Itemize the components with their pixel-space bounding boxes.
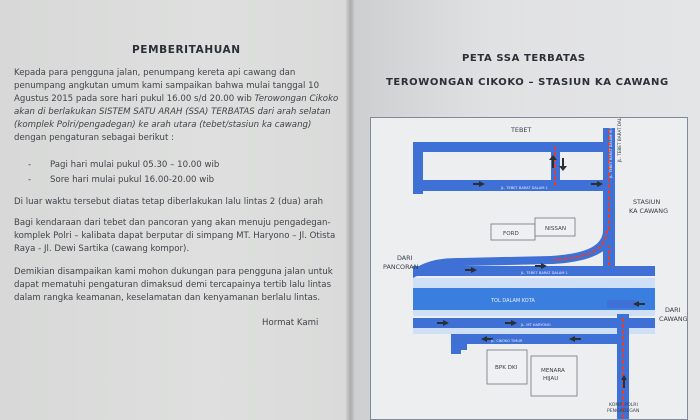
label-jl-cikoko-timur: JL. CIKOKO TIMUR bbox=[491, 339, 523, 343]
arrow-down-icon bbox=[559, 166, 567, 171]
arrow-right-icon-stem bbox=[505, 322, 511, 324]
label-tebet: TEBET bbox=[511, 126, 532, 134]
road-toll-exit bbox=[607, 300, 637, 308]
arrow-down-icon-stem bbox=[562, 158, 564, 166]
arrow-left-icon-stem bbox=[639, 303, 645, 305]
label-dari-pancoran-1: DARI bbox=[397, 254, 413, 262]
label-jl-tebet-raya: JL. TEBET BARAT DALAM RAYA bbox=[617, 118, 622, 162]
page-fold bbox=[346, 0, 354, 420]
notice-paragraph-1: Kepada para pengguna jalan, penumpang kereta api cawang dan penumpang angkutan umum kami sampaikan bahwa mulai tanggal 10 Agustus 2015 pada sore hari pukul 16.00 s/d 20.00 wib Terowongan Cikoko akan di berlakukan SISTEM SATU ARAH (SSA) TERBATAS dari arah selatan (komplek Polri/pengadegan) ke arah utara (tebet/stasiun ka cawang) dengan pengaturan sebagai berikut : bbox=[14, 68, 339, 143]
label-stasiun: STASIUN bbox=[633, 198, 661, 206]
bullet-morning: Pagi hari mulai pukul 05.30 – 10.00 wib bbox=[50, 160, 220, 170]
arrow-right-icon-stem bbox=[473, 183, 479, 185]
bullet-dash: - bbox=[28, 175, 32, 185]
label-bpk-dki: BPK DKI bbox=[495, 365, 518, 371]
label-dari-pancoran-2: PANCORAN bbox=[383, 263, 419, 271]
arrow-right-icon-stem bbox=[437, 322, 443, 324]
label-pengadegan: PENGADEGAN bbox=[607, 409, 640, 414]
label-jl-tebet-barat-dalam-1-lower: JL. TEBET BARAT DALAM 1 bbox=[521, 271, 568, 275]
label-hijau: HIJAU bbox=[543, 376, 559, 382]
bullet-evening: Sore hari mulai pukul 16.00-20.00 wib bbox=[50, 175, 215, 185]
notice-paragraph-3: Bagi kendaraan dari tebet dan pancoran yang akan menuju pengadegan- komplek Polri – kalibata dapat berputar di simpang MT. Haryono – Jl. Otista Raya - Jl. Dewi Sartika (cawang kompor). bbox=[14, 218, 336, 254]
map-title: PETA SSA TERBATAS bbox=[462, 53, 586, 64]
arrow-right-icon-stem bbox=[591, 183, 597, 185]
label-ford: FORD bbox=[503, 231, 519, 237]
ssa-map bbox=[370, 117, 688, 420]
notice-paragraph-2: Di luar waktu tersebut diatas tetap diberlakukan lalu lintas 2 (dua) arah bbox=[14, 197, 324, 207]
label-dari-cawang-2: CAWANG bbox=[659, 315, 687, 323]
road-cikoko-timur bbox=[451, 334, 621, 350]
arrow-up-icon-stem bbox=[623, 380, 625, 388]
label-jl-tebet-barat-ix: JL. TEBET BARAT DALAM IX B bbox=[609, 126, 613, 178]
label-jl-tebet-barat-dalam-1: JL. TEBET BARAT DALAM 1 bbox=[501, 186, 548, 190]
label-jl-mt-haryono: JL. MT HARYONO bbox=[521, 323, 551, 327]
notice-title: PEMBERITAHUAN bbox=[132, 44, 241, 56]
label-nissan: NISSAN bbox=[545, 226, 567, 232]
map-svg bbox=[371, 118, 687, 419]
signature: Hormat Kami bbox=[262, 318, 319, 328]
notice-paragraph-4: Demikian disampaikan kami mohon dukungan para pengguna jalan untuk dapat mematuhi pengaturan dimaksud demi tercapainya tertib lalu lintas dalam rangka keamanan, keselamatan dan kenyamanan berlalu lintas. bbox=[14, 267, 333, 303]
road-cikoko-stub bbox=[451, 334, 461, 354]
arrow-right-icon-stem bbox=[535, 265, 541, 267]
label-tol-dalam-kota: TOL DALAM KOTA bbox=[491, 298, 535, 304]
bullet-dash: - bbox=[28, 160, 32, 170]
road-tebet-top bbox=[413, 142, 613, 152]
label-dari-cawang-1: DARI bbox=[665, 306, 681, 314]
tebet-roads bbox=[413, 128, 615, 278]
map-subtitle: TEROWONGAN CIKOKO – STASIUN KA CAWANG bbox=[386, 77, 669, 88]
arrow-left-icon-stem bbox=[575, 338, 581, 340]
label-ka-cawang: KA CAWANG bbox=[629, 207, 669, 215]
label-komp-polri: KOMP. POLRI bbox=[609, 403, 638, 408]
arrow-right-icon-stem bbox=[465, 269, 471, 271]
label-menara: MENARA bbox=[541, 368, 565, 374]
arrow-up-icon-stem bbox=[552, 160, 554, 168]
